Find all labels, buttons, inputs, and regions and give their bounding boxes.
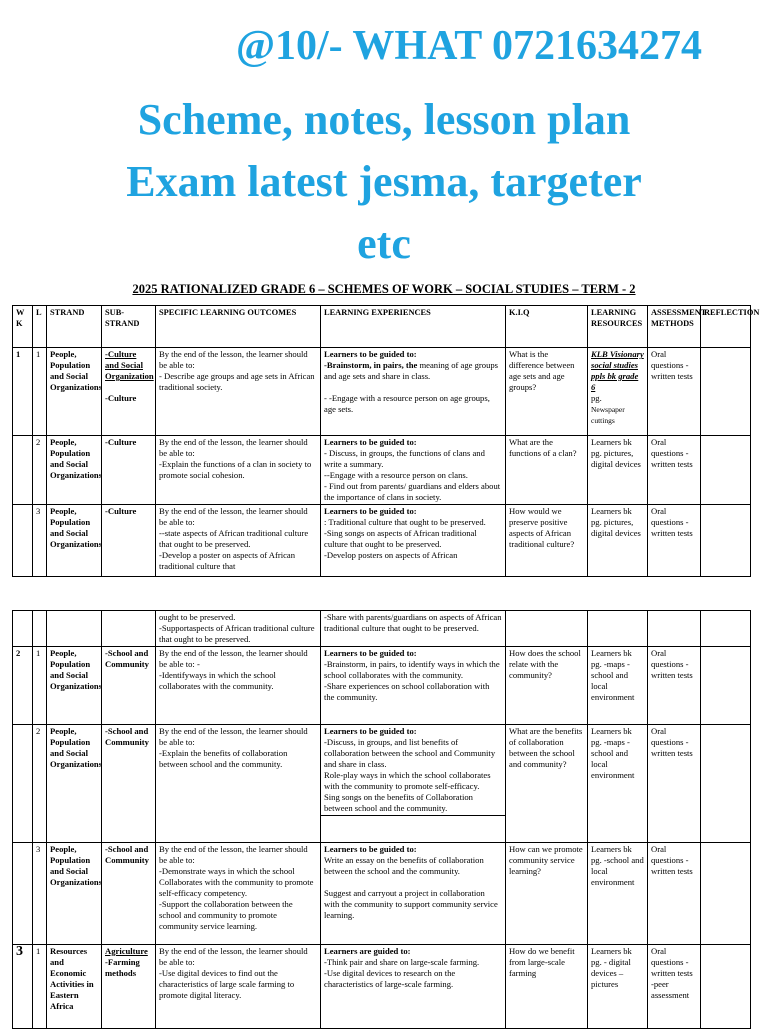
slo-intro: By the end of the lesson, the learner should be able to:: [159, 844, 308, 865]
le-lead: Learners to be guided to:: [324, 648, 417, 658]
resources-cell: Learners bk pg. pictures, digital devices: [588, 436, 648, 505]
le-item: -Use digital devices to research on the characteristics of large-scale farming.: [324, 968, 456, 989]
le-lead: Learners to be guided to:: [324, 437, 417, 447]
resource-pg: pg.: [591, 393, 602, 403]
le-lead: Learners are guided to:: [324, 946, 411, 956]
strand-cell: Resources and Economic Activities in Eastern Africa: [47, 945, 102, 1029]
slo-item: -Develop a poster on aspects of African traditional culture that: [159, 550, 296, 571]
substrand-cell: [102, 348, 156, 436]
kiq-cell: What is the difference between age sets and age groups?: [506, 348, 588, 436]
kiq-cell: How does the school relate with the community?: [506, 647, 588, 725]
le-lead: Learners to be guided to:: [324, 349, 417, 359]
le-item: Sing songs on the benefits of Collaboration between school and the community.: [324, 792, 473, 813]
assessment-cell: Oral questions -written tests: [648, 348, 701, 436]
substrand-sub: -Culture: [105, 393, 137, 403]
header-strand: STRAND: [47, 306, 102, 348]
le-item: -Brainstorm, in pairs, to identify ways in which the school collaborates with the community.: [324, 659, 500, 680]
substrand-cell: -Culture: [102, 436, 156, 505]
substrand-cell: [102, 945, 156, 1029]
le-item-rest: meaning of age groups and age sets and share in class.: [324, 360, 499, 381]
kiq-cell: What are the functions of a clan?: [506, 436, 588, 505]
header-substrand: SUB-STRAND: [102, 306, 156, 348]
slo-cell: [156, 505, 321, 577]
le-item: Role-play ways in which the school collaborates with the community to promote self-efficacy.: [324, 770, 491, 791]
le-cell: [321, 725, 506, 843]
substrand-cell: -Culture: [102, 505, 156, 577]
le-item: -Share experiences on school collaboration with the community.: [324, 681, 490, 702]
slo-intro: By the end of the lesson, the learner should be able to:: [159, 506, 308, 527]
lesson-number: 2: [33, 436, 47, 505]
header-slo: SPECIFIC LEARNING OUTCOMES: [156, 306, 321, 348]
table-row: [13, 945, 751, 1029]
slo-item: ought to be preserved.: [159, 612, 236, 622]
le-item: -Discuss, in groups, and list benefits of collaboration between the school and Community and share in class.: [324, 737, 496, 769]
header-le: LEARNING EXPERIENCES: [321, 306, 506, 348]
reflection-cell: [701, 843, 751, 945]
slo-item: -Use digital devices to find out the characteristics of large scale farming to promote digital literacy.: [159, 968, 295, 1000]
slo-cell: [156, 348, 321, 436]
reflection-cell: [701, 725, 751, 843]
slo-item: - Describe age groups and age sets in African traditional society.: [159, 371, 315, 392]
schemes-table-page2: [12, 610, 751, 1029]
le-item: --Engage with a resource person on clans.: [324, 470, 468, 480]
week-number: 2: [13, 647, 33, 725]
le-cell: [321, 843, 506, 945]
cell-divider: [321, 815, 505, 816]
table-row: [13, 647, 751, 725]
table-row: [13, 436, 751, 505]
reflection-cell: [701, 945, 751, 1029]
substrand-cell: -School and Community: [102, 843, 156, 945]
header-lr: LEARNING RESOURCES: [588, 306, 648, 348]
le-item: - -Engage with a resource person on age groups, age sets.: [324, 393, 490, 414]
promo-exam-line: Exam latest jesma, targeter: [126, 157, 642, 206]
table-header-row: [13, 306, 751, 348]
slo-item: -Explain the benefits of collaboration between school and the community.: [159, 748, 288, 769]
lesson-number: 1: [33, 945, 47, 1029]
reflection-cell: [701, 505, 751, 577]
slo-item: -Demonstrate ways in which the school Collaborates with the community to promote self-efficacy competency.: [159, 866, 314, 898]
assessment-cell: Oral questions -written tests -peer assessment: [648, 945, 701, 1029]
le-item: Write an essay on the benefits of collaboration between the school and the community.: [324, 855, 484, 876]
lesson-number: 1: [33, 647, 47, 725]
slo-cell: [156, 725, 321, 843]
table-row: [13, 348, 751, 436]
promo-phone-line: @10/- WHAT 0721634274: [235, 23, 703, 69]
le-cell: [321, 647, 506, 725]
resources-cell: Learners bk pg. pictures, digital devices: [588, 505, 648, 577]
assessment-cell: Oral questions -written tests: [648, 843, 701, 945]
strand-cell: People, Population and Social Organizations: [47, 725, 102, 843]
le-item: - Find out from parents/ guardians and elders about the importance of clans in society.: [324, 481, 501, 502]
assessment-cell: Oral questions -written tests: [648, 725, 701, 843]
assessment-cell: Oral questions -written tests: [648, 647, 701, 725]
le-cell: [321, 436, 506, 505]
le-item: Suggest and carryout a project in collaboration with the community to support community service learning.: [324, 888, 498, 920]
lesson-number: 2: [33, 725, 47, 843]
le-cell: [321, 348, 506, 436]
slo-intro: By the end of the lesson, the learner should be able to:: [159, 437, 308, 458]
slo-cell: [156, 611, 321, 647]
slo-intro: By the end of the lesson, the learner should be able to: -: [159, 648, 308, 669]
strand-cell: People, Population and Social Organizations: [47, 505, 102, 577]
slo-intro: By the end of the lesson, the learner should be able to:: [159, 726, 308, 747]
table-row: [13, 725, 751, 843]
slo-intro: By the end of the lesson, the learner should be able to:: [159, 946, 308, 967]
kiq-cell: What are the benefits of collaboration between the school and community?: [506, 725, 588, 843]
slo-item: -Identifyways in which the school collaborates with the community.: [159, 670, 276, 691]
le-cell: [321, 505, 506, 577]
le-item: -Sing songs on aspects of African traditional culture that ought to be preserved.: [324, 528, 477, 549]
slo-item: --state aspects of African traditional culture that ought to be preserved.: [159, 528, 309, 549]
slo-intro: By the end of the lesson, the learner should be able to:: [159, 349, 308, 370]
slo-cell: [156, 647, 321, 725]
header-am: ASSESSMENT METHODS: [648, 306, 701, 348]
lesson-number: 1: [33, 348, 47, 436]
assessment-cell: Oral questions -written tests: [648, 436, 701, 505]
document-title: 2025 RATIONALIZED GRADE 6 – SCHEMES OF WORK – SOCIAL STUDIES – TERM - 2: [132, 282, 636, 296]
reflection-cell: [701, 647, 751, 725]
promo-scheme-line: Scheme, notes, lesson plan: [137, 95, 631, 144]
slo-cell: [156, 945, 321, 1029]
le-cell: [321, 611, 506, 647]
resources-cell: [588, 348, 648, 436]
le-cell: [321, 945, 506, 1029]
kiq-cell: How can we promote community service learning?: [506, 843, 588, 945]
lesson-number: 3: [33, 843, 47, 945]
kiq-cell: How do we benefit from large-scale farming: [506, 945, 588, 1029]
table-row: [13, 505, 751, 577]
strand-cell: People, Population and Social Organizations: [47, 647, 102, 725]
slo-item: -Support the collaboration between the school and community to promote community service learning.: [159, 899, 293, 931]
le-item-bold: -Brainstorm, in pairs, the: [324, 360, 418, 370]
substrand-cell: -School and Community: [102, 647, 156, 725]
substrand-sub: -Farming methods: [105, 957, 140, 978]
le-item: : Traditional culture that ought to be preserved.: [324, 517, 486, 527]
header-kiq: K.I.Q: [506, 306, 588, 348]
resources-cell: Learners bk pg. -school and local environment: [588, 843, 648, 945]
lesson-number: 3: [33, 505, 47, 577]
le-item: -Think pair and share on large-scale farming.: [324, 957, 480, 967]
reflection-cell: [701, 348, 751, 436]
resource-book: KLB Visionary social studies ppls bk grade 6: [591, 349, 644, 392]
resources-cell: Learners bk pg. -maps -school and local environment: [588, 725, 648, 843]
slo-cell: [156, 436, 321, 505]
resource-extra: Newspaper cuttings: [591, 405, 625, 425]
substrand-main: -Culture and Social Organization: [105, 349, 154, 381]
promo-etc-line: etc: [357, 219, 411, 268]
slo-item: -Explain the functions of a clan in society to promote social cohesion.: [159, 459, 312, 480]
week-number: 3: [13, 945, 33, 1029]
header-ref: REFLECTION: [701, 306, 751, 348]
strand-cell: People, Population and Social Organizations: [47, 348, 102, 436]
header-l: L: [33, 306, 47, 348]
resources-cell: Learners bk pg. -maps -school and local environment: [588, 647, 648, 725]
reflection-cell: [701, 436, 751, 505]
schemes-table-page1: [12, 305, 760, 577]
le-lead: Learners to be guided to:: [324, 726, 417, 736]
kiq-cell: How would we preserve positive aspects of African traditional culture?: [506, 505, 588, 577]
le-lead: Learners to be guided to:: [324, 506, 417, 516]
substrand-main: Agriculture: [105, 946, 148, 956]
le-item: -Share with parents/guardians on aspects of African traditional culture that ought to be preserved.: [324, 612, 502, 633]
substrand-cell: -School and Community: [102, 725, 156, 843]
slo-cell: [156, 843, 321, 945]
le-item: -Develop posters on aspects of African: [324, 550, 458, 560]
le-lead: Learners to be guided to:: [324, 844, 417, 854]
le-item: - Discuss, in groups, the functions of clans and write a summary.: [324, 448, 485, 469]
table-row: [13, 843, 751, 945]
week-number: 1: [13, 348, 33, 436]
resources-cell: Learners bk pg. - digital devices – pictures: [588, 945, 648, 1029]
strand-cell: People, Population and Social Organizations: [47, 436, 102, 505]
strand-cell: People, Population and Social Organizations: [47, 843, 102, 945]
table-row-continued: [13, 611, 751, 647]
assessment-cell: Oral questions -written tests: [648, 505, 701, 577]
header-wk: W K: [13, 306, 33, 348]
slo-item: -Supportaspects of African traditional culture that ought to be preserved.: [159, 623, 315, 644]
